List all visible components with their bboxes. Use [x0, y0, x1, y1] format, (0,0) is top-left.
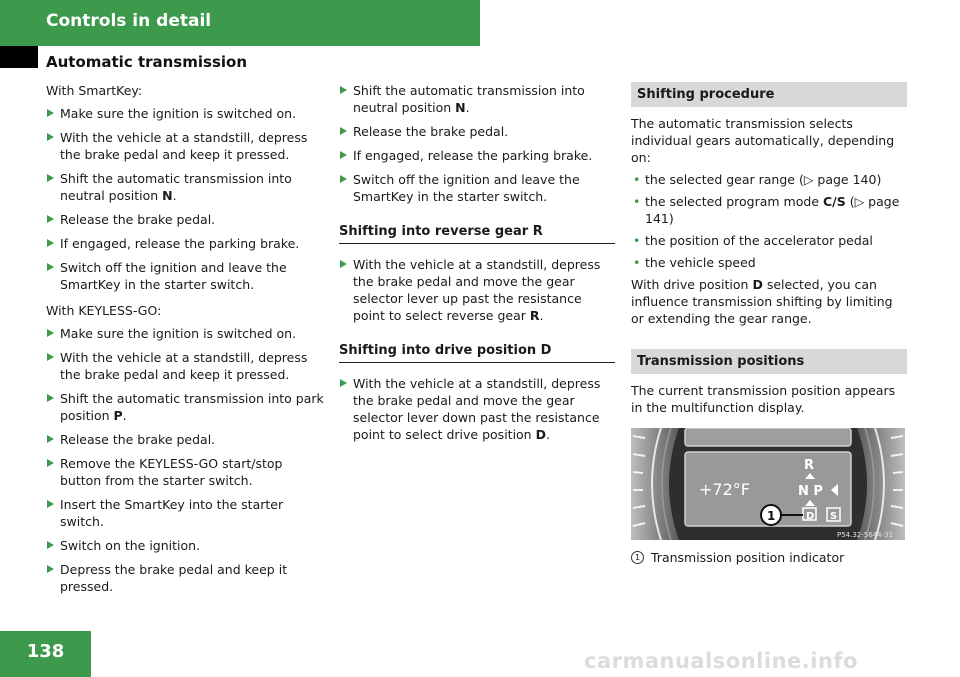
- drive-position-heading: Shifting into drive position D: [339, 342, 615, 363]
- caption-number: 1: [631, 551, 644, 564]
- step-item: Insert the SmartKey into the starter switch.: [46, 496, 326, 530]
- reverse-gear-heading: Shifting into reverse gear R: [339, 223, 615, 244]
- image-code: P54.32-5644-31: [837, 531, 894, 539]
- step-item: If engaged, release the parking brake.: [339, 147, 615, 164]
- step-item: Shift the automatic transmission into park position P.: [46, 390, 326, 424]
- section-title: Automatic transmission: [46, 53, 247, 71]
- step-item: Remove the KEYLESS-GO start/stop button from the starter switch.: [46, 455, 326, 489]
- page-number-box: [0, 631, 91, 677]
- page-number: 138: [26, 641, 65, 662]
- positions-paragraph: The current transmission position appears in the multifunction display.: [631, 383, 896, 415]
- header-band: [0, 0, 480, 46]
- step-item: Shift the automatic transmission into neutral position N.: [46, 170, 326, 204]
- step-item: Release the brake pedal.: [339, 123, 615, 140]
- step-item: Make sure the ignition is switched on.: [46, 325, 326, 342]
- bullet-item: • the vehicle speed: [631, 254, 907, 271]
- bullet-item: • the selected gear range (▷ page 140): [631, 171, 907, 188]
- keyless-intro: With KEYLESS-GO:: [46, 303, 162, 318]
- gear-r-label: R: [804, 458, 815, 473]
- step-item: Switch off the ignition and leave the SmartKey in the starter switch.: [46, 259, 326, 293]
- step-item: Release the brake pedal.: [46, 211, 326, 228]
- multifunction-display-image: [631, 428, 905, 540]
- transmission-positions-heading: Transmission positions: [631, 349, 907, 374]
- step-item: With the vehicle at a standstill, depress the brake pedal and move the gear selector lever up past the resistance point to select reverse gear R.: [339, 256, 615, 324]
- caption-text: Transmission position indicator: [651, 550, 845, 565]
- bullet-item: • the position of the accelerator pedal: [631, 232, 907, 249]
- step-item: Release the brake pedal.: [46, 431, 326, 448]
- step-item: Shift the automatic transmission into neutral position N.: [339, 82, 615, 116]
- step-item: Depress the brake pedal and keep it pressed.: [46, 561, 326, 595]
- mode-label: S: [830, 511, 838, 522]
- column-2: [339, 82, 615, 450]
- watermark: carmanualsonline.info: [584, 649, 858, 673]
- step-item: With the vehicle at a standstill, depress the brake pedal and move the gear selector lever down past the resistance point to select drive position D.: [339, 375, 615, 443]
- drive-position-paragraph: With drive position D selected, you can influence transmission shifting by limiting or extending the gear range.: [631, 277, 893, 326]
- figure-caption: [631, 549, 907, 566]
- step-item: Switch on the ignition.: [46, 537, 326, 554]
- step-item: Make sure the ignition is switched on.: [46, 105, 326, 122]
- step-item: Switch off the ignition and leave the SmartKey in the starter switch.: [339, 171, 615, 205]
- column-1: [46, 82, 326, 602]
- section-tab-marker: [0, 46, 38, 68]
- temperature-readout: +72°F: [699, 480, 750, 499]
- column-3: [631, 82, 907, 566]
- bullet-item: • the selected program mode C/S (▷ page 141): [631, 193, 907, 227]
- display-illustration: [631, 428, 905, 540]
- header-title: Controls in detail: [46, 11, 212, 31]
- step-item: With the vehicle at a standstill, depress the brake pedal and keep it pressed.: [46, 129, 326, 163]
- gear-d-label: D: [806, 511, 815, 522]
- step-item: With the vehicle at a standstill, depress the brake pedal and keep it pressed.: [46, 349, 326, 383]
- callout-number: 1: [767, 509, 776, 523]
- shifting-intro: The automatic transmission selects individual gears automatically, depending on:: [631, 116, 895, 165]
- step-item: If engaged, release the parking brake.: [46, 235, 326, 252]
- smartkey-intro: With SmartKey:: [46, 83, 143, 98]
- gear-np-label: N P: [798, 484, 823, 499]
- shifting-procedure-heading: Shifting procedure: [631, 82, 907, 107]
